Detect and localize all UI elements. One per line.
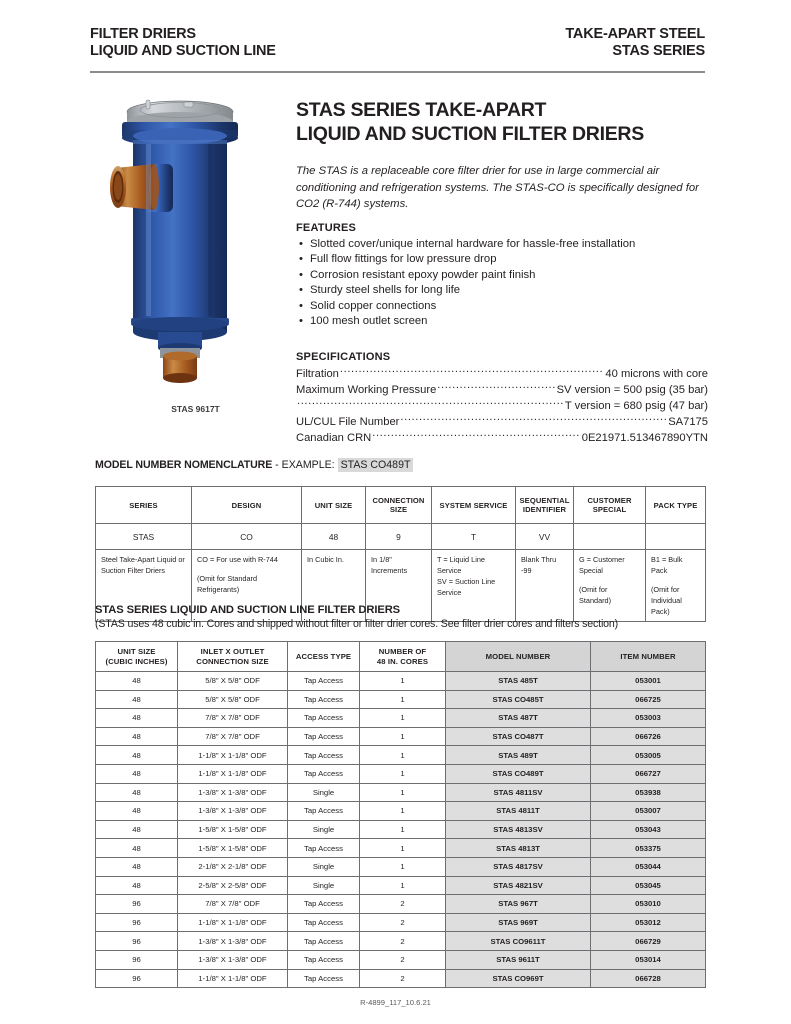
table-cell: 1 [360,672,446,691]
features-heading: FEATURES [296,222,357,234]
table-row [96,802,706,821]
spec-row [296,430,708,446]
table-cell: 1 [360,820,446,839]
table-cell: 2-5/8" X 2-5/8" ODF [178,876,288,895]
table-cell: 9 [366,524,432,550]
table-cell: 1-3/8" X 1-3/8" ODF [178,802,288,821]
spec-label: UL/CUL File Number [296,416,400,428]
table-cell: 1 [360,783,446,802]
table-cell: 1-5/8" X 1-5/8" ODF [178,820,288,839]
desc-note: (Omit for Individual Pack) [651,585,682,616]
table-cell: 053012 [591,913,706,932]
table-cell: STAS CO487T [446,727,591,746]
nomenclature-heading [95,459,413,471]
table-cell: 48 [96,727,178,746]
table-row [96,820,706,839]
table-cell: Tap Access [288,950,360,969]
nomenclature-example-value: STAS CO489T [338,458,414,472]
column-header: UNIT SIZE [302,487,366,524]
column-header-access-type: ACCESS TYPE [288,642,360,672]
table-cell: 48 [96,876,178,895]
table-cell: 1-5/8" X 1-5/8" ODF [178,839,288,858]
table-cell: 053043 [591,820,706,839]
table-row [96,727,706,746]
table-cell: Tap Access [288,913,360,932]
table-cell: 053014 [591,950,706,969]
table-cell: Tap Access [288,727,360,746]
product-figure [108,86,283,431]
desc-main: In Cubic In. [307,555,344,564]
table-cell: Single [288,783,360,802]
intro-paragraph: The STAS is a replaceable core filter drier for use in large commercial air conditioning and refrigeration systems. The STAS-CO is specifically designed for CO2 (R-744) systems. [296,165,699,210]
header-right-line2: STAS SERIES [612,43,705,59]
table-cell: STAS 4821SV [446,876,591,895]
desc-main: In 1/8" Increments [371,555,408,575]
table-cell: 1 [360,746,446,765]
table-cell: 1-1/8" X 1-1/8" ODF [178,969,288,988]
filter-drier-illustration [108,86,283,406]
table-cell: 1 [360,764,446,783]
table-cell: 1 [360,839,446,858]
table-cell: STAS 967T [446,895,591,914]
table-row [96,690,706,709]
table-cell: STAS CO969T [446,969,591,988]
table-row [96,932,706,951]
table-cell: 1-1/8" X 1-1/8" ODF [178,746,288,765]
table-cell: 1-3/8" X 1-3/8" ODF [178,950,288,969]
specifications-section [296,351,708,446]
spec-leader [400,414,667,425]
list-item: • Full flow fittings for low pressure drop [310,252,696,267]
table-cell: STAS 969T [446,913,591,932]
table-cell: 053010 [591,895,706,914]
table-cell: 96 [96,950,178,969]
table-cell: 1 [360,709,446,728]
table-cell: STAS 4813T [446,839,591,858]
spec-row [296,366,708,382]
table-cell: STAS 485T [446,672,591,691]
table-cell: 2 [360,969,446,988]
list-item: • Sturdy steel shells for long life [310,283,696,298]
table-cell: 48 [96,839,178,858]
desc-main: Steel Take-Apart Liquid or Suction Filter Driers [101,555,185,575]
table-cell: STAS 4811T [446,802,591,821]
table-cell: 1 [360,727,446,746]
page-header [90,26,705,60]
table-cell: 066727 [591,764,706,783]
spec-value: SV version = 500 psig (35 bar) [556,384,708,396]
column-header-cores: NUMBER OF 48 IN. CORES [360,642,446,672]
column-header-item-number: ITEM NUMBER [591,642,706,672]
column-header: SYSTEM SERVICE [432,487,516,524]
table-cell: 48 [302,524,366,550]
header-divider [90,71,705,73]
table-cell: 1-1/8" X 1-1/8" ODF [178,913,288,932]
desc-note: (Omit for Standard Refrigerants) [197,574,258,594]
main-table-heading-block [95,604,710,630]
column-header: PACK TYPE [646,487,706,524]
table-cell: VV [516,524,574,550]
table-cell: 066728 [591,969,706,988]
spec-value: 0E21971.513467890YTN [581,432,708,444]
footer-document-code: R-4899_117_10.6.21 [360,998,431,1007]
table-row [96,764,706,783]
title-line-1: STAS SERIES TAKE-APART [296,99,547,121]
table-cell: 7/8" X 7/8" ODF [178,895,288,914]
table-cell: 96 [96,913,178,932]
features-section [296,222,696,329]
table-cell: 48 [96,709,178,728]
list-item: • Corrosion resistant epoxy powder paint finish [310,268,696,283]
table-cell [574,524,646,550]
table-cell: STAS [96,524,192,550]
spec-leader [340,366,605,377]
header-left-line2: LIQUID AND SUCTION LINE [90,43,276,59]
column-header: CUSTOMER SPECIAL [574,487,646,524]
table-cell: Single [288,876,360,895]
table-cell: STAS 4817SV [446,857,591,876]
table-cell: Single [288,857,360,876]
column-header-unit-size: UNIT SIZE (CUBIC INCHES) [96,642,178,672]
table-cell: 2 [360,895,446,914]
list-item: • Solid copper connections [310,299,696,314]
table-cell: 066725 [591,690,706,709]
table-cell: 053938 [591,783,706,802]
spec-label: Canadian CRN [296,432,372,444]
table-cell [646,524,706,550]
desc-main: B1 = Bulk Pack [651,555,683,575]
table-cell: Tap Access [288,839,360,858]
header-right-line1: TAKE-APART STEEL [565,26,705,42]
column-header: DESIGN [192,487,302,524]
spec-leader [437,382,555,393]
table-cell: T [432,524,516,550]
spec-value: T version = 680 psig (47 bar) [564,400,708,412]
spec-row [296,414,708,430]
table-cell: 2 [360,950,446,969]
table-cell: 48 [96,672,178,691]
table-cell: 053375 [591,839,706,858]
table-row [96,783,706,802]
table-cell: 48 [96,820,178,839]
header-right [565,26,705,60]
table-row [96,895,706,914]
header-left-line1: FILTER DRIERS [90,26,196,42]
table-cell: 1-3/8" X 1-3/8" ODF [178,932,288,951]
table-row [96,672,706,691]
table-row [96,839,706,858]
table-cell: 48 [96,857,178,876]
table-cell: Tap Access [288,802,360,821]
spec-label: Filtration [296,368,339,380]
table-cell: Tap Access [288,969,360,988]
specifications-heading: SPECIFICATIONS [296,351,391,363]
desc-main: CO = For use with R-744 [197,555,278,564]
table-cell: Tap Access [288,895,360,914]
table-cell: STAS CO485T [446,690,591,709]
table-cell: 1 [360,690,446,709]
title-line-2: LIQUID AND SUCTION FILTER DRIERS [296,123,644,145]
desc-note: (Omit for Standard) [579,585,612,605]
column-header: CONNECTION SIZE [366,487,432,524]
table-cell: Tap Access [288,690,360,709]
table-cell: 053044 [591,857,706,876]
list-item: • Slotted cover/unique internal hardware for hassle-free installation [310,237,696,252]
table-cell: 5/8" X 5/8" ODF [178,672,288,691]
page-title [296,98,706,146]
features-list [296,237,696,329]
table-cell: STAS CO9611T [446,932,591,951]
table-row [96,746,706,765]
table-cell: 2 [360,913,446,932]
table-cell: Single [288,820,360,839]
column-header-model-number: MODEL NUMBER [446,642,591,672]
table-cell: 053001 [591,672,706,691]
column-header: SERIES [96,487,192,524]
table-cell: CO [192,524,302,550]
column-header: SEQUENTIAL IDENTIFIER [516,487,574,524]
table-row [96,913,706,932]
table-cell: 066729 [591,932,706,951]
table-cell: T = Liquid Line Service SV = Suction Line Service [432,550,516,622]
table-cell: Tap Access [288,764,360,783]
spec-value: 40 microns with core [605,368,708,380]
table-cell: 1 [360,876,446,895]
table-cell: 48 [96,690,178,709]
column-header-connection-size: INLET X OUTLET CONNECTION SIZE [178,642,288,672]
table-cell: Tap Access [288,932,360,951]
table-cell: 48 [96,783,178,802]
nomenclature-table [95,486,706,622]
table-row [96,876,706,895]
table-cell: 053007 [591,802,706,821]
list-item: • 100 mesh outlet screen [310,314,696,329]
table-cell: 48 [96,746,178,765]
table-cell: 066726 [591,727,706,746]
table-cell: 1-1/8" X 1-1/8" ODF [178,764,288,783]
spec-leader [297,398,564,409]
spec-leader [372,430,580,441]
main-table-subheading: (STAS uses 48 cubic in. Cores and shipped without filter or filter drier cores. See filter drier cores and filters section) [95,618,619,630]
table-row [96,857,706,876]
spec-value: SA7175 [668,416,708,428]
main-table-heading: STAS SERIES LIQUID AND SUCTION LINE FILTER DRIERS [95,604,401,616]
table-cell: 053003 [591,709,706,728]
table-cell: STAS 487T [446,709,591,728]
spec-row [296,398,708,414]
table-row [96,709,706,728]
desc-main: G = Customer Special [579,555,625,575]
table-cell: STAS 9611T [446,950,591,969]
table-row [96,950,706,969]
header-left [90,26,276,60]
figure-caption: STAS 9617T [171,404,220,414]
table-cell: 96 [96,969,178,988]
table-cell: Tap Access [288,709,360,728]
table-cell: 48 [96,764,178,783]
table-cell: STAS CO489T [446,764,591,783]
table-cell: 1 [360,802,446,821]
nomenclature-title: MODEL NUMBER NOMENCLATURE [95,459,273,471]
table-cell: Tap Access [288,672,360,691]
table-cell: 5/8" X 5/8" ODF [178,690,288,709]
table-cell: 053045 [591,876,706,895]
table-cell: STAS 4813SV [446,820,591,839]
table-row [96,524,706,550]
table-row [96,969,706,988]
table-cell: Tap Access [288,746,360,765]
spec-row [296,382,708,398]
table-cell: 1-3/8" X 1-3/8" ODF [178,783,288,802]
model-listing-table [95,641,706,988]
table-cell: 2 [360,932,446,951]
table-cell: 053005 [591,746,706,765]
table-cell: 7/8" X 7/8" ODF [178,727,288,746]
spec-label: Maximum Working Pressure [296,384,437,396]
table-cell: 1 [360,857,446,876]
desc-main: Blank Thru -99 [521,555,557,575]
nomenclature-example-label: - EXAMPLE: [275,459,335,471]
table-cell: 48 [96,802,178,821]
table-cell: 7/8" X 7/8" ODF [178,709,288,728]
table-header-row [96,642,706,672]
table-cell: 96 [96,932,178,951]
table-cell: STAS 489T [446,746,591,765]
table-cell: 2-1/8" X 2-1/8" ODF [178,857,288,876]
table-cell: 96 [96,895,178,914]
table-cell: STAS 4811SV [446,783,591,802]
table-header-row [96,487,706,524]
